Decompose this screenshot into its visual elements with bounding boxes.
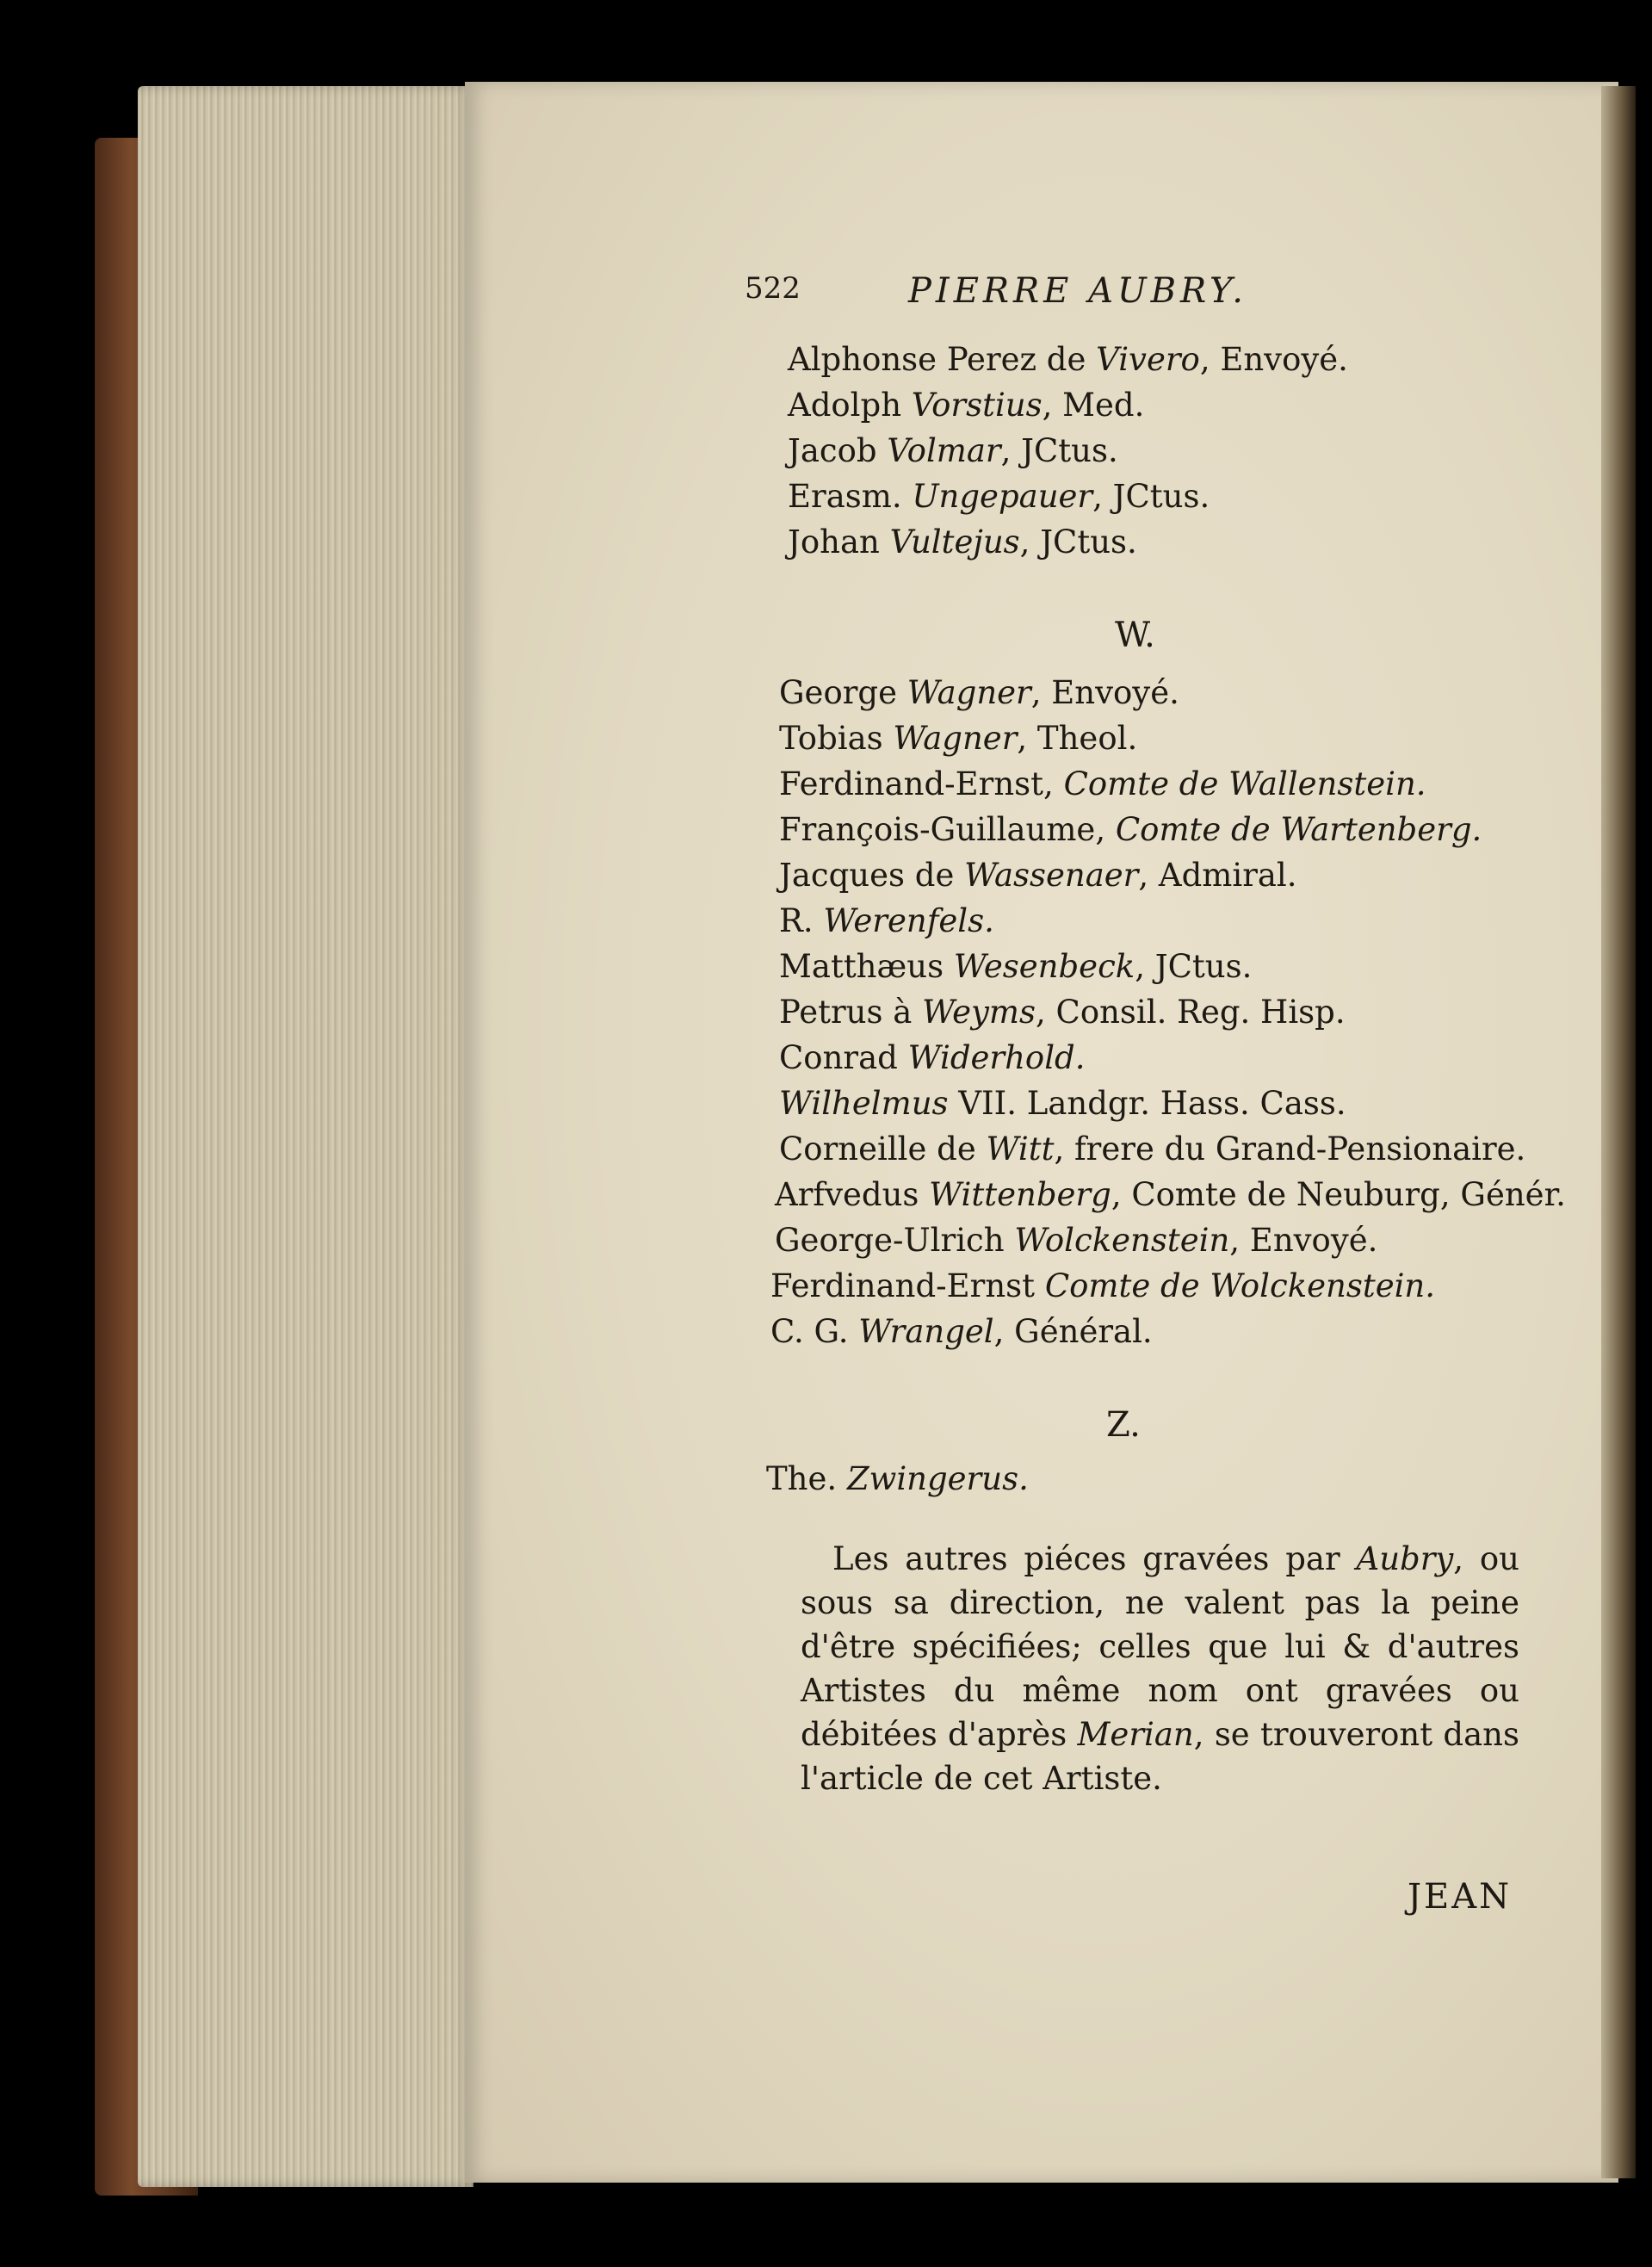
- catchword: JEAN: [1408, 1877, 1513, 1917]
- section-letter-z: Z.: [1106, 1405, 1141, 1445]
- entry-line: Matthæus Wesenbeck, JCtus.: [779, 948, 1253, 985]
- entry-line: Tobias Wagner, Theol.: [779, 720, 1138, 757]
- entry-line: Johan Vultejus, JCtus.: [788, 523, 1137, 561]
- section-letter-w: W.: [1115, 616, 1155, 655]
- entry-line: Corneille de Witt, frere du Grand-Pensionaire.: [779, 1130, 1526, 1168]
- entry-line: C. G. Wrangel, Général.: [770, 1313, 1153, 1350]
- running-head: PIERRE AUBRY.: [908, 271, 1247, 311]
- entry-line: Jacques de Wassenaer, Admiral.: [779, 857, 1297, 894]
- entry-line: Adolph Vorstius, Med.: [788, 387, 1145, 424]
- page-number: 522: [745, 271, 801, 306]
- entry-line: Ferdinand-Ernst Comte de Wolckenstein.: [770, 1267, 1436, 1304]
- entry-line: François-Guillaume, Comte de Wartenberg.: [779, 811, 1482, 848]
- book-gutter: [1601, 86, 1636, 2178]
- entry-line: Arfvedus Wittenberg, Comte de Neuburg, Génér.: [775, 1176, 1566, 1213]
- entry-line: Jacob Volmar, JCtus.: [788, 432, 1118, 469]
- entry-line: George-Ulrich Wolckenstein, Envoyé.: [775, 1222, 1378, 1259]
- entry-line: Wilhelmus VII. Landgr. Hass. Cass.: [779, 1085, 1346, 1122]
- page-header: [745, 271, 1390, 314]
- page-edges: [138, 86, 473, 2187]
- closing-paragraph: Les autres piéces gravées par Aubry, ou sous sa direction, ne valent pas la peine d'être spécifiées; celles que lui & d'autres Artistes du même nom ont gravées ou débitées d'après Merian, se trouveront dans l'article de cet Artiste.: [801, 1540, 1519, 1797]
- entry-line: Ferdinand-Ernst, Comte de Wallenstein.: [779, 765, 1426, 802]
- entry-line: Erasm. Ungepauer, JCtus.: [788, 478, 1210, 515]
- entry-line: Alphonse Perez de Vivero, Envoyé.: [788, 341, 1348, 378]
- entry-line: George Wagner, Envoyé.: [779, 674, 1179, 711]
- entry-line: R. Werenfels.: [779, 902, 994, 939]
- entry-line: The. Zwingerus.: [766, 1460, 1029, 1497]
- entry-line: Petrus à Weyms, Consil. Reg. Hisp.: [779, 994, 1346, 1031]
- entry-line: Conrad Widerhold.: [779, 1039, 1086, 1076]
